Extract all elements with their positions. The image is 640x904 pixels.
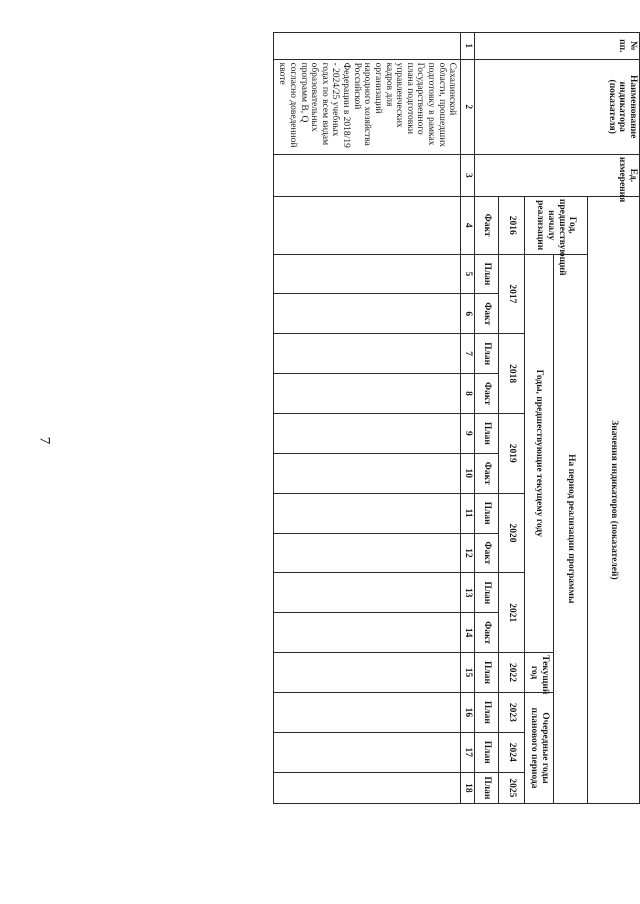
next-years-header: Очередные годы планового периода bbox=[525, 692, 554, 803]
row-unit-cell bbox=[273, 154, 461, 196]
year-2023: 2023 bbox=[499, 692, 525, 732]
column-number: 7 bbox=[461, 334, 475, 374]
label-plan-2024: План bbox=[475, 732, 499, 772]
row-name-cell: Сахалинской области, прошедших подготовку в рамках Государственного плана подготовки управленческих кадров для организаций народного хозяйства Российской Федерации в 2018/19 - 2024/25 учебных годах по всем видам образовательных программ В, Q согласно доведенной квоте bbox=[273, 59, 461, 154]
col-name-header: Наименование индикатора (показателя) bbox=[475, 59, 640, 154]
value-cell bbox=[273, 254, 461, 294]
year-2024: 2024 bbox=[499, 732, 525, 772]
column-number: 17 bbox=[461, 732, 475, 772]
current-year-header: Текущий год bbox=[525, 653, 554, 693]
column-number: 10 bbox=[461, 453, 475, 493]
value-cell bbox=[273, 413, 461, 453]
value-cell bbox=[273, 294, 461, 334]
indicator-table bbox=[273, 32, 640, 804]
column-number: 13 bbox=[461, 573, 475, 613]
column-number: 8 bbox=[461, 374, 475, 414]
label-plan-2022: План bbox=[475, 653, 499, 693]
label-fact-2021: Факт bbox=[475, 613, 499, 653]
label-plan-2021: План bbox=[475, 573, 499, 613]
label-plan-2017: План bbox=[475, 254, 499, 294]
year-2022: 2022 bbox=[499, 653, 525, 693]
value-cell bbox=[273, 772, 461, 803]
value-cell bbox=[273, 613, 461, 653]
column-number: 4 bbox=[461, 196, 475, 254]
row-num-cell bbox=[273, 33, 461, 60]
column-number: 1 bbox=[461, 33, 475, 60]
year-2020: 2020 bbox=[499, 493, 525, 573]
label-plan-2023: План bbox=[475, 692, 499, 732]
column-numbers-row bbox=[461, 33, 475, 804]
label-plan-2025: План bbox=[475, 772, 499, 803]
column-number: 15 bbox=[461, 653, 475, 693]
column-number: 9 bbox=[461, 413, 475, 453]
preceding-year-header: Год, предшествующий началу реализации bbox=[525, 196, 588, 254]
label-plan-2019: План bbox=[475, 413, 499, 453]
label-fact-2016: Факт bbox=[475, 196, 499, 254]
column-number: 16 bbox=[461, 692, 475, 732]
table-row bbox=[273, 33, 461, 804]
column-number: 2 bbox=[461, 59, 475, 154]
column-number: 11 bbox=[461, 493, 475, 533]
label-fact-2020: Факт bbox=[475, 533, 499, 573]
value-cell bbox=[273, 732, 461, 772]
page-number: 7 bbox=[36, 436, 53, 445]
year-2021: 2021 bbox=[499, 573, 525, 653]
year-2025: 2025 bbox=[499, 772, 525, 803]
col-num-header: № пп. bbox=[475, 33, 640, 60]
value-cell bbox=[273, 334, 461, 374]
year-2018: 2018 bbox=[499, 334, 525, 414]
column-number: 5 bbox=[461, 254, 475, 294]
year-2016: 2016 bbox=[499, 196, 525, 254]
values-header: Значения индикаторов (показателей) bbox=[588, 196, 640, 803]
label-fact-2017: Факт bbox=[475, 294, 499, 334]
value-cell bbox=[273, 653, 461, 693]
year-2017: 2017 bbox=[499, 254, 525, 334]
value-cell bbox=[273, 573, 461, 613]
program-period-header: На период реализации программы bbox=[554, 254, 588, 804]
value-cell bbox=[273, 374, 461, 414]
value-cell bbox=[273, 453, 461, 493]
years-before-header: Годы, предшествующие текущему году bbox=[525, 254, 554, 653]
label-plan-2018: План bbox=[475, 334, 499, 374]
col-unit-header: Ед. измерения bbox=[475, 154, 640, 196]
value-cell bbox=[273, 692, 461, 732]
label-fact-2018: Факт bbox=[475, 374, 499, 414]
column-number: 14 bbox=[461, 613, 475, 653]
value-cell bbox=[273, 533, 461, 573]
year-2019: 2019 bbox=[499, 413, 525, 493]
label-fact-2019: Факт bbox=[475, 453, 499, 493]
value-cell bbox=[273, 196, 461, 254]
column-number: 3 bbox=[461, 154, 475, 196]
indicator-table-sheet bbox=[104, 32, 640, 804]
column-number: 6 bbox=[461, 294, 475, 334]
label-plan-2020: План bbox=[475, 493, 499, 533]
column-number: 18 bbox=[461, 772, 475, 803]
value-cell bbox=[273, 493, 461, 533]
column-number: 12 bbox=[461, 533, 475, 573]
